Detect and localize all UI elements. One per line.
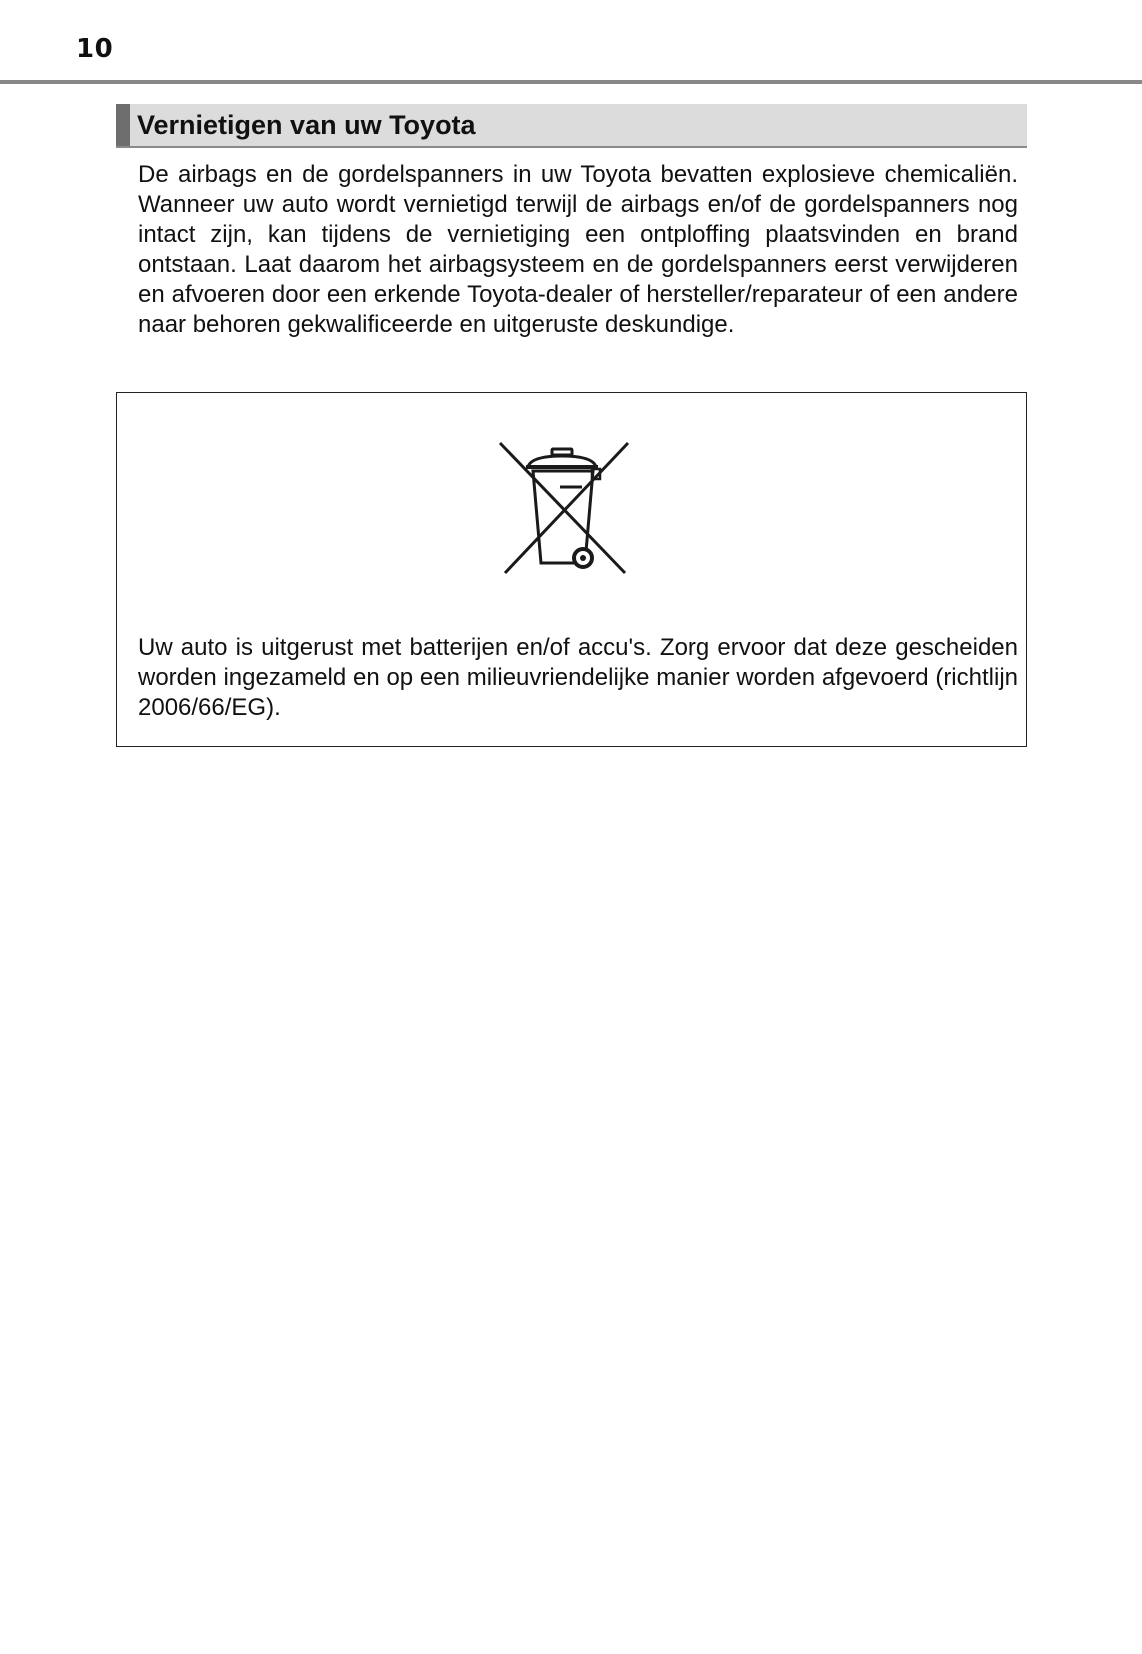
battery-notice-box (116, 392, 1027, 747)
section-marker (116, 104, 130, 146)
battery-notice-text: Uw auto is uitgerust met batterijen en/of accu's. Zorg ervoor dat deze gescheiden worden ingezameld en op een milieuvriendelijke manier worden afgevoerd (richtlijn 2006/66/EG). (138, 634, 1018, 721)
section-header (116, 104, 1027, 148)
section-title: Vernietigen van uw Toyota (137, 110, 476, 140)
header-rule (0, 80, 1142, 84)
section-body-text: De airbags en de gordelspanners in uw Toyota bevatten explosieve chemicaliën. Wanneer uw auto wordt vernietigd terwijl de airbags en/of de gordelspanners nog intact zijn, kan tijdens de vernietiging een ontploffing plaatsvinden en brand ontstaan. Laat daarom het airbagsysteem en de gordelspanners eerst verwijderen en afvoeren door een erkende Toyota-dealer of hersteller/reparateur of een andere naar behoren gekwalificeerde en uitgeruste deskundige. (138, 161, 1018, 338)
crossed-out-wheelie-bin-icon (495, 437, 633, 577)
page-number: 10 (76, 34, 114, 64)
